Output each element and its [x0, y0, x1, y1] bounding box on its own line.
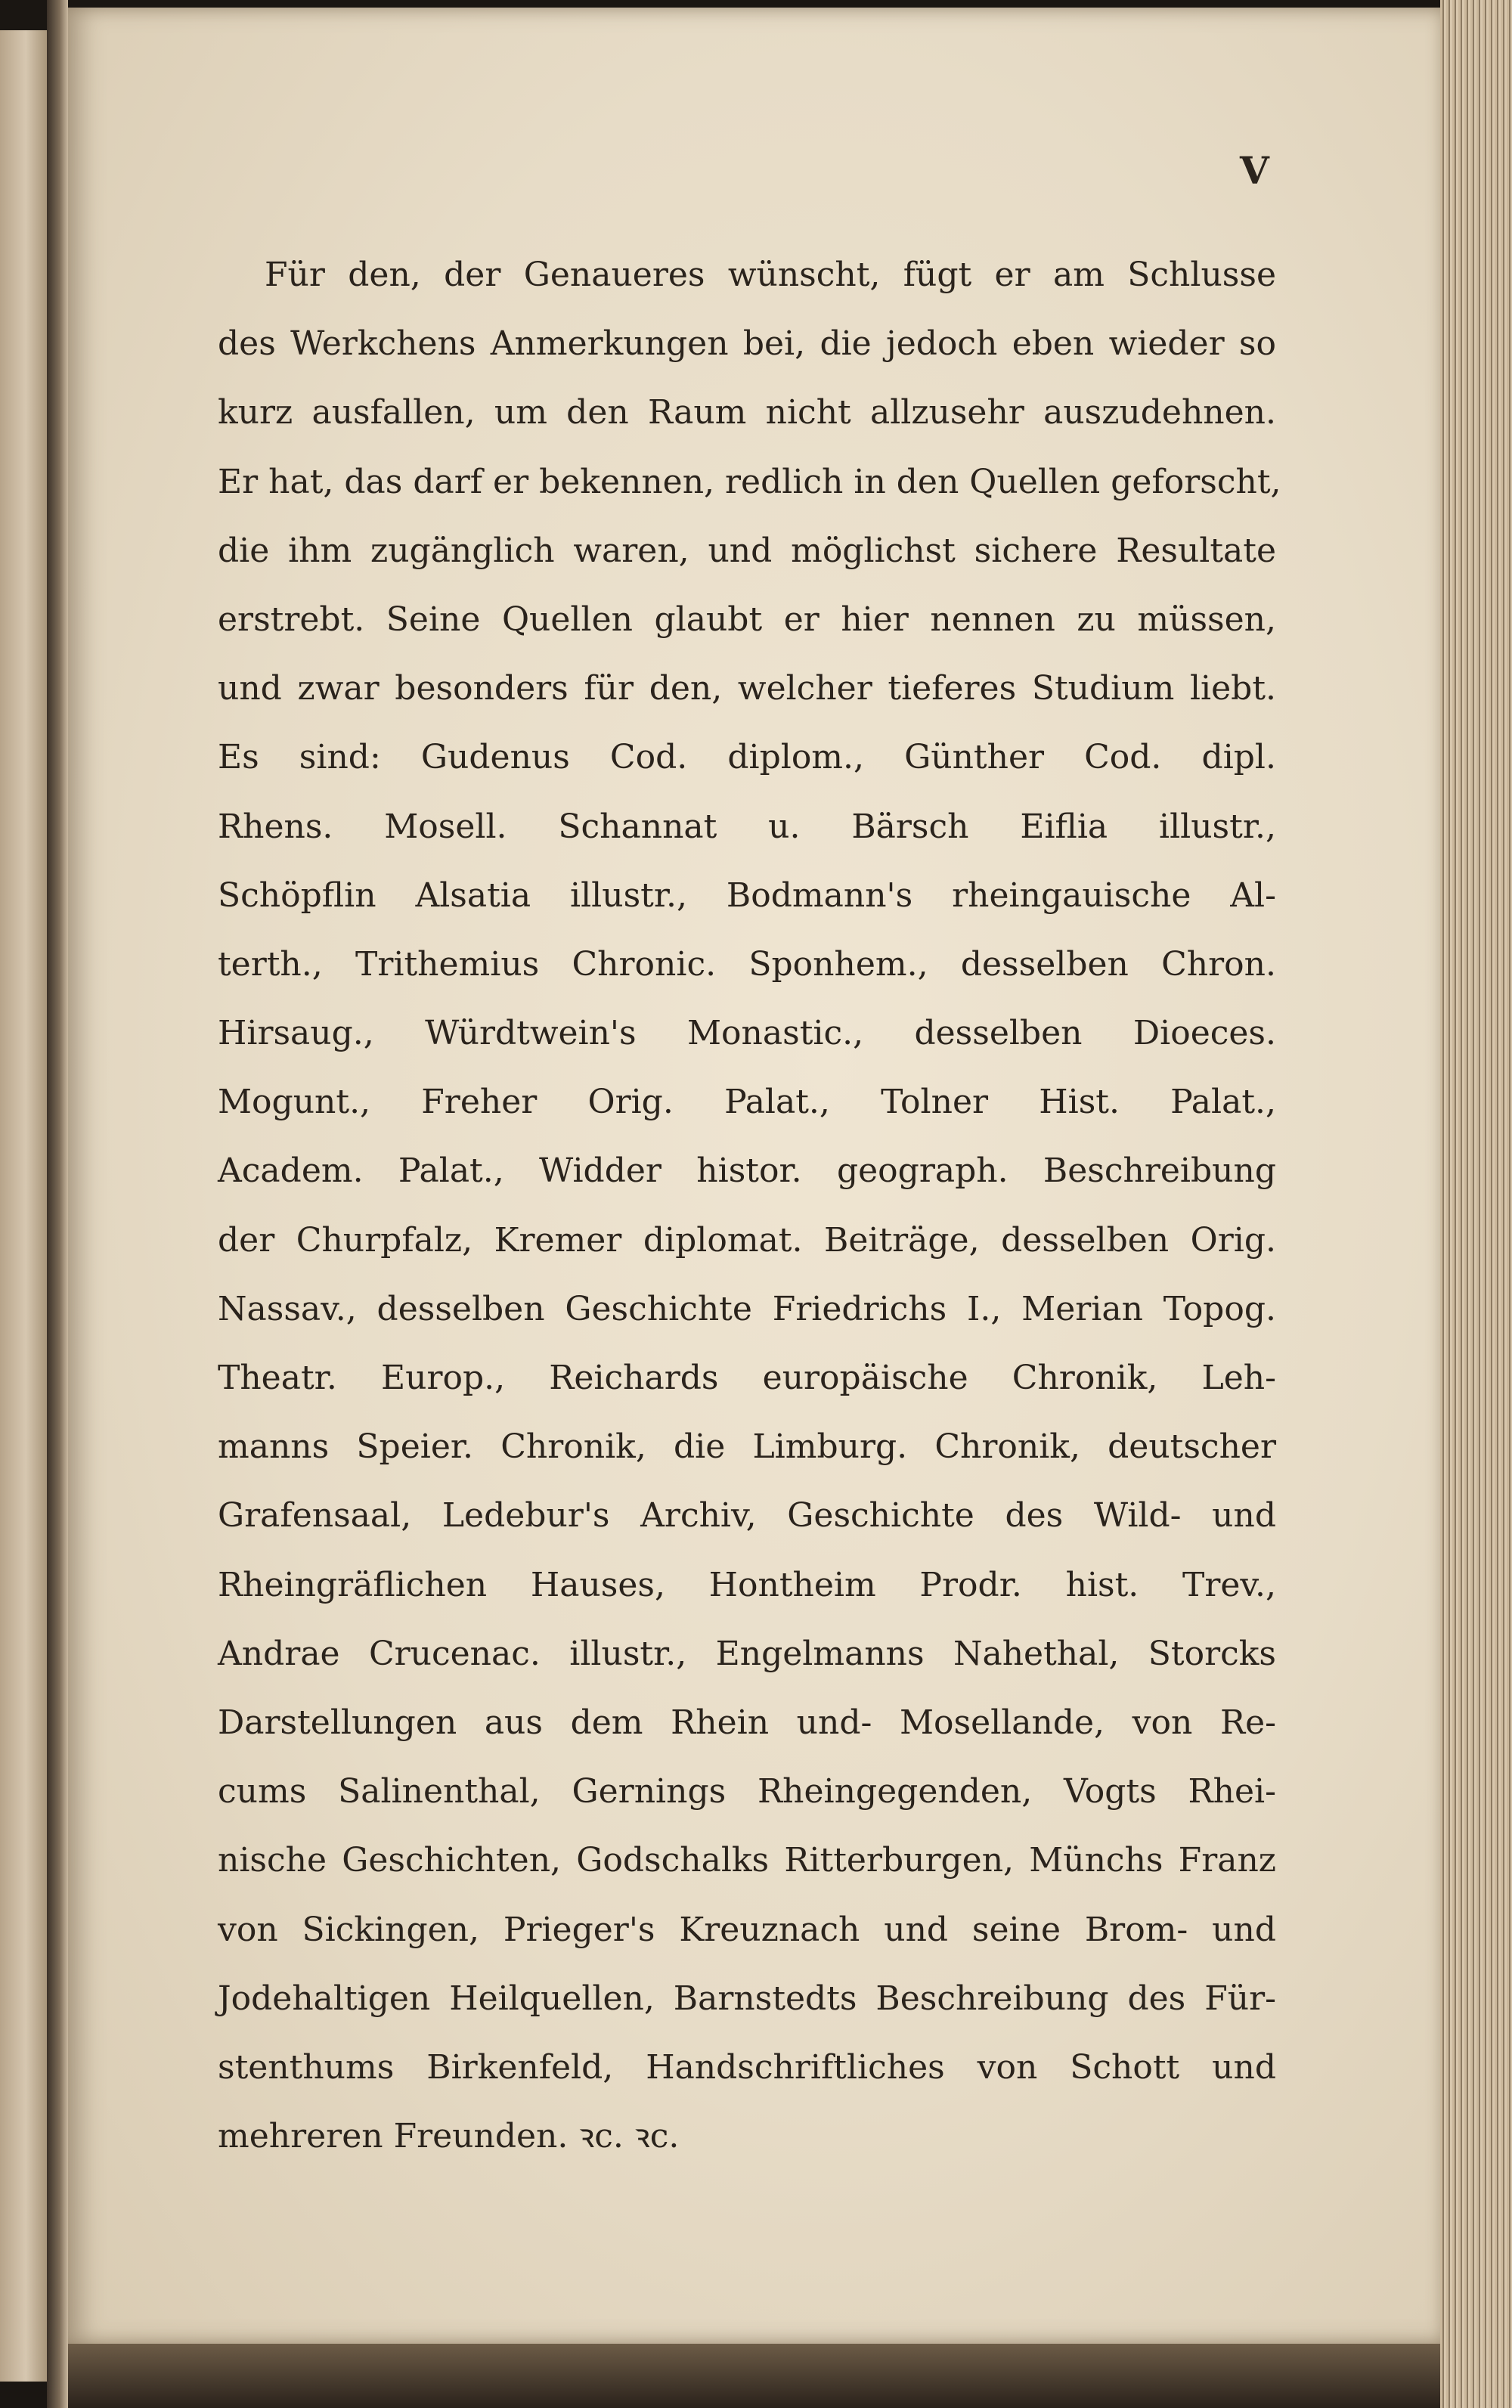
text-line: Schöpflin Alsatia illustr., Bodmann's rheingauische Al- [218, 875, 1276, 915]
text-line: Academ. Palat., Widder histor. geograph. Beschreibung [218, 1151, 1276, 1191]
text-line: die ihm zugänglich waren, und möglichst sichere Resultate [218, 531, 1276, 570]
text-line: kurz ausfallen, um den Raum nicht allzusehr auszudehnen. [218, 393, 1276, 432]
text-line: der Churpfalz, Kremer diplomat. Beiträge, desselben Orig. [218, 1220, 1276, 1260]
text-line: Rheingräflichen Hauses, Hontheim Prodr. hist. Trev., [218, 1565, 1276, 1604]
text-line: Jodehaltigen Heilquellen, Barnstedts Beschreibung des Für- [218, 1979, 1276, 2018]
text-line: des Werkchens Anmerkungen bei, die jedoch eben wieder so [218, 324, 1276, 364]
text-line: Darstellungen aus dem Rhein und- Mosellande, von Re- [218, 1703, 1276, 1742]
text-line: manns Speier. Chronik, die Limburg. Chronik, deutscher [218, 1427, 1276, 1467]
book-gutter [47, 0, 68, 2408]
text-line: Rhens. Mosell. Schannat u. Bärsch Eiflia illustr., [218, 807, 1276, 846]
text-line: Hirsaug., Würdtwein's Monastic., desselben Dioeces. [218, 1014, 1276, 1053]
text-line: Mogunt., Freher Orig. Palat., Tolner Hist. Palat., [218, 1083, 1276, 1122]
text-line: Andrae Crucenac. illustr., Engelmanns Nahethal, Storcks [218, 1634, 1276, 1673]
text-line: Für den, der Genaueres wünscht, fügt er am Schlusse [265, 256, 1276, 294]
text-line: Nassav., desselben Geschichte Friedrichs I., Merian Topog. [218, 1289, 1276, 1328]
page-bottom-shadow [68, 2344, 1440, 2408]
text-line: mehreren Freunden. ꝛc. ꝛc. [218, 2117, 680, 2156]
left-page-edge [0, 30, 49, 2382]
text-line: stenthums Birkenfeld, Handschriftliches von Schott und [218, 2047, 1276, 2087]
text-line: terth., Trithemius Chronic. Sponhem., desselben Chron. [218, 944, 1276, 984]
body-text [218, 240, 1281, 2171]
text-line: Theatr. Europ., Reichards europäische Chronik, Leh- [218, 1359, 1276, 1397]
text-line: Er hat, das darf er bekennen, redlich in den Quellen geforscht, [218, 462, 1281, 501]
text-line: Es sind: Gudenus Cod. diplom., Günther Cod. dipl. [218, 738, 1276, 777]
page-number: V [1240, 148, 1269, 193]
text-line: nische Geschichten, Godschalks Ritterburgen, Münchs Franz [218, 1841, 1276, 1880]
page-edges-right [1440, 0, 1512, 2408]
text-line: und zwar besonders für den, welcher tieferes Studium liebt. [218, 669, 1276, 708]
text-line: Grafensaal, Ledebur's Archiv, Geschichte des Wild- und [218, 1496, 1276, 1536]
text-line: cums Salinenthal, Gernings Rheingegenden, Vogts Rhei- [218, 1772, 1276, 1811]
text-line: von Sickingen, Prieger's Kreuznach und seine Brom- und [218, 1910, 1276, 1949]
text-line: erstrebt. Seine Quellen glaubt er hier nennen zu müssen, [218, 600, 1276, 639]
